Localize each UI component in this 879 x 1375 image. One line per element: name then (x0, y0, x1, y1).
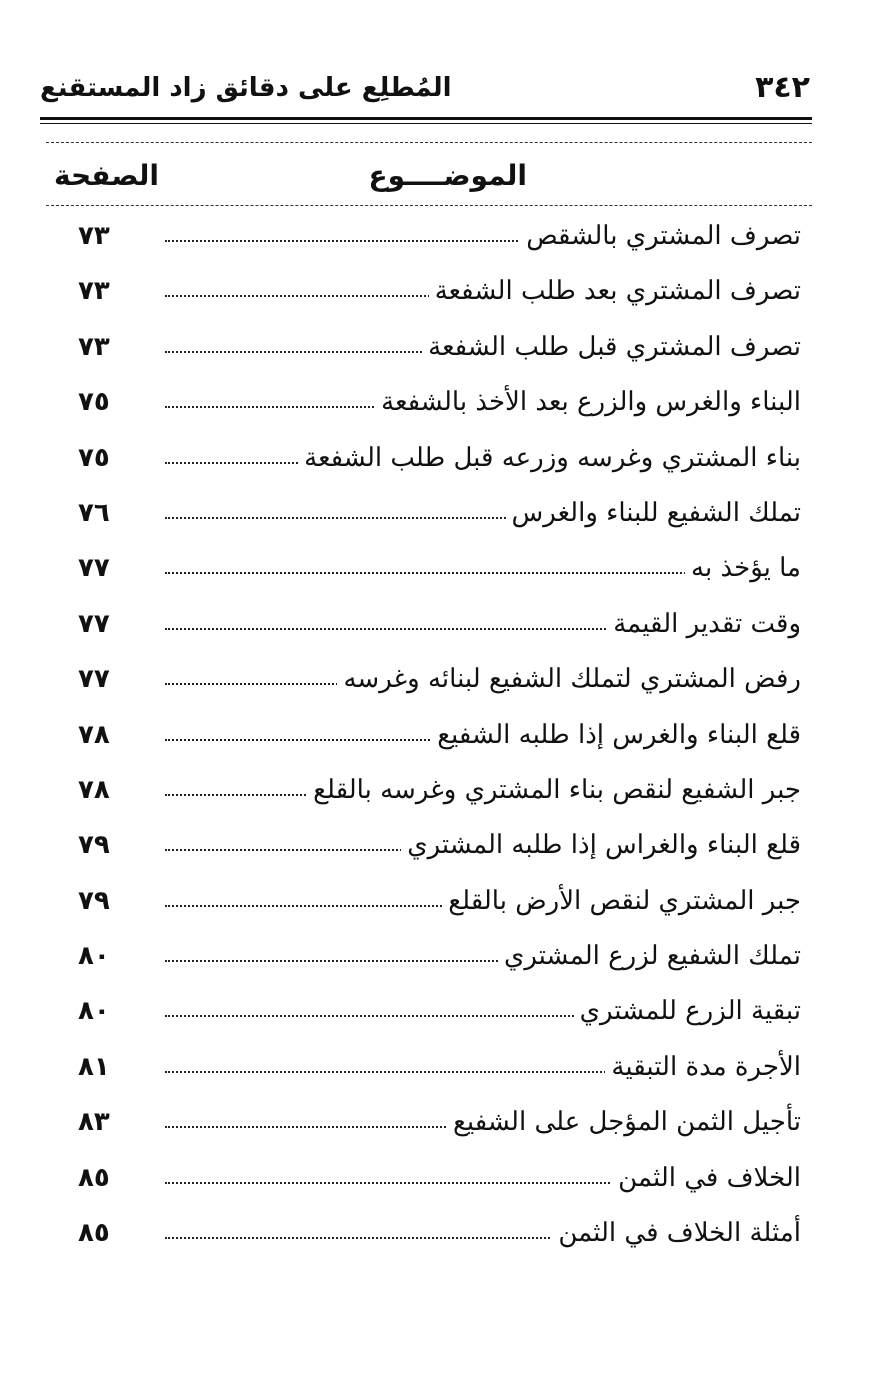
toc-entry (0, 374, 879, 429)
dotted-divider-top (46, 142, 812, 143)
toc-entry (0, 540, 879, 595)
toc-entry (0, 651, 879, 706)
toc-entry (0, 1205, 879, 1260)
toc-entry-title: تبقية الزرع للمشتري (574, 991, 801, 1031)
toc-entry-page: ٧٥ (78, 387, 110, 418)
toc-entry-title: تأجيل الثمن المؤجل على الشفيع (447, 1102, 801, 1142)
column-headings (40, 150, 812, 200)
toc-entry (0, 430, 879, 485)
toc-entry-page: ٧٨ (78, 719, 110, 750)
topic-column-heading: الموضــــوع (368, 159, 527, 192)
page-number: ٣٤٢ (755, 70, 810, 105)
toc-entry-page: ٨٠ (78, 941, 110, 972)
toc-entry-page: ٨٣ (78, 1107, 110, 1138)
header-rule-thin (40, 123, 812, 124)
toc-entry-title: أمثلة الخلاف في الثمن (552, 1213, 801, 1253)
toc-entry-page: ٧٩ (78, 885, 110, 916)
toc-entry-title: رفض المشتري لتملك الشفيع لبنائه وغرسه (337, 659, 801, 699)
running-header (40, 64, 810, 114)
toc-entry (0, 1150, 879, 1205)
toc-entry (0, 762, 879, 817)
toc-entry-page: ٧٧ (78, 608, 110, 639)
toc-entry-title: الخلاف في الثمن (612, 1158, 801, 1198)
toc-entry-page: ٨١ (78, 1051, 110, 1082)
toc-entry (0, 319, 879, 374)
toc-entry-page: ٧٧ (78, 553, 110, 584)
toc-entry-title: الأجرة مدة التبقية (605, 1047, 801, 1087)
book-title: المُطلِع على دقائق زاد المستقنع (40, 73, 452, 103)
toc-entry (0, 1039, 879, 1094)
toc-entry-title: البناء والغرس والزرع بعد الأخذ بالشفعة (375, 382, 801, 422)
toc-entry-page: ٧٨ (78, 774, 110, 805)
toc-entry (0, 983, 879, 1038)
page-column-heading: الصفحة (54, 159, 160, 192)
toc-entry-title: بناء المشتري وغرسه وزرعه قبل طلب الشفعة (298, 438, 801, 478)
toc-entry-page: ٧٣ (78, 221, 110, 251)
toc-entry (0, 596, 879, 651)
toc-entry-title: تصرف المشتري قبل طلب الشفعة (422, 327, 801, 367)
dotted-divider-bottom (46, 205, 812, 206)
toc-entry (0, 208, 879, 263)
toc-entry-title: جبر المشتري لنقص الأرض بالقلع (442, 881, 801, 921)
toc-entry-title: قلع البناء والغراس إذا طلبه المشتري (401, 825, 801, 865)
header-rule (40, 117, 812, 120)
table-of-contents (0, 208, 879, 1260)
toc-entry-page: ٧٧ (78, 664, 110, 695)
toc-entry-title: تصرف المشتري بالشقص (520, 216, 801, 256)
toc-entry (0, 485, 879, 540)
toc-entry (0, 928, 879, 983)
toc-entry-title: ما يؤخذ به (685, 548, 801, 588)
toc-entry-page: ٨٥ (78, 1162, 110, 1193)
toc-entry-title: تملك الشفيع لزرع المشتري (498, 936, 801, 976)
toc-entry-page: ٧٣ (78, 276, 110, 307)
toc-entry-page: ٧٦ (78, 497, 110, 528)
toc-entry-page: ٧٩ (78, 830, 110, 861)
toc-entry (0, 817, 879, 872)
toc-entry-page: ٧٥ (78, 442, 110, 473)
toc-entry (0, 263, 879, 318)
toc-entry (0, 873, 879, 928)
toc-entry-title: وقت تقدير القيمة (607, 604, 801, 644)
toc-entry-title: جبر الشفيع لنقص بناء المشتري وغرسه بالقلع (307, 770, 801, 810)
toc-entry (0, 1094, 879, 1149)
toc-entry-title: تملك الشفيع للبناء والغرس (506, 493, 801, 533)
toc-entry-title: تصرف المشتري بعد طلب الشفعة (429, 271, 801, 311)
toc-entry (0, 707, 879, 762)
toc-entry-page: ٧٣ (78, 331, 110, 362)
toc-entry-title: قلع البناء والغرس إذا طلبه الشفيع (431, 715, 801, 755)
toc-entry-page: ٨٥ (78, 1218, 110, 1249)
toc-entry-page: ٨٠ (78, 996, 110, 1027)
